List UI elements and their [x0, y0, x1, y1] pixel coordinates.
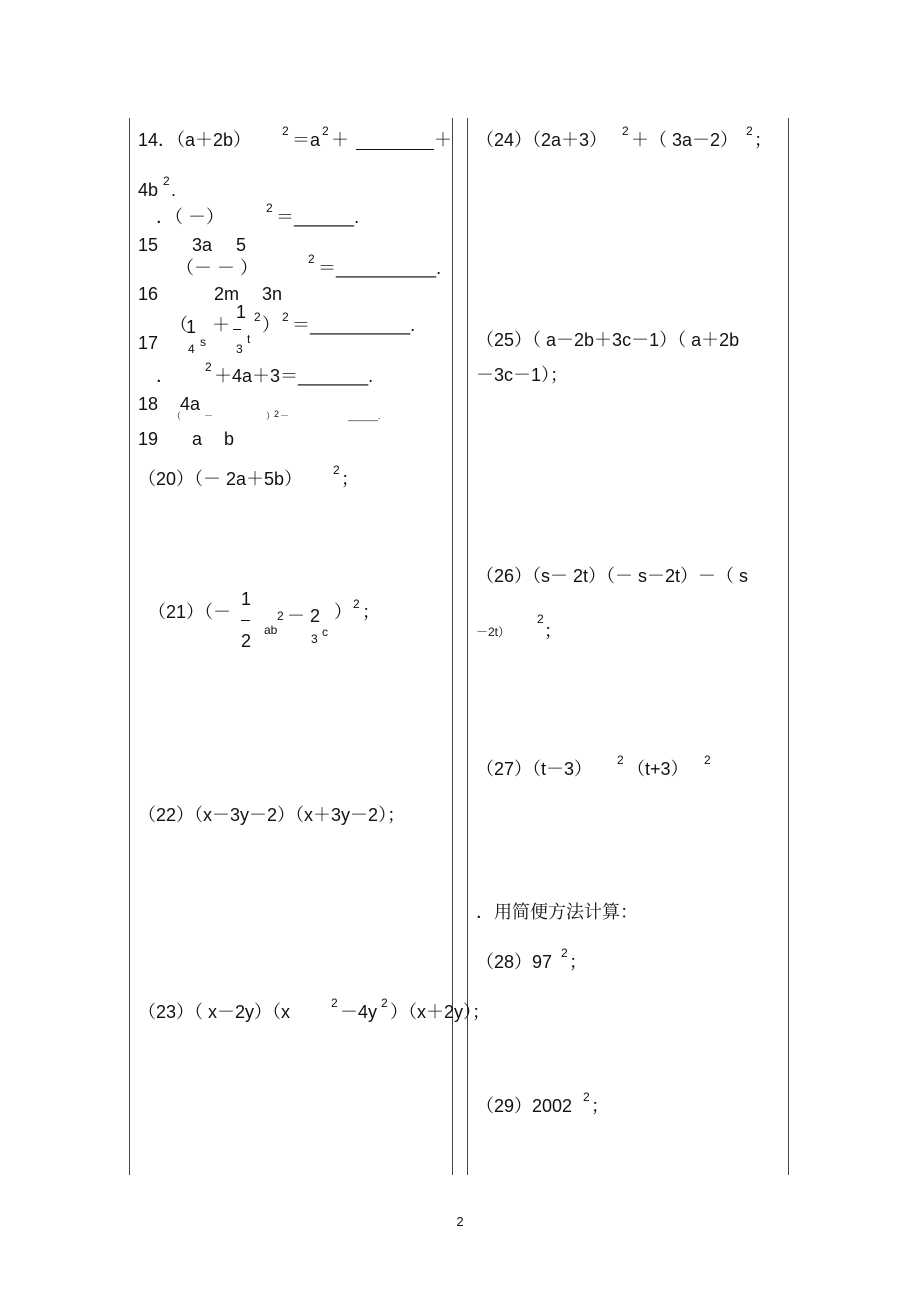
problem-20-exp: 2 — [333, 463, 340, 477]
problem-17-exp: 2 — [282, 310, 289, 324]
problem-16-exp: 2 — [308, 252, 315, 266]
problem-20-end: ； — [341, 469, 359, 489]
right-border-line — [788, 118, 789, 1175]
problem-17-number: 17 — [138, 333, 159, 353]
problem-18-4a: 4a — [180, 394, 201, 414]
problem-17-s: s — [200, 335, 206, 349]
problem-18-eq: ＋4a＋3＝_______. — [214, 366, 374, 386]
problem-27-exp: 2 — [617, 753, 624, 767]
problem-18-number: 18 — [138, 394, 159, 414]
problem-24-end: ； — [754, 130, 772, 150]
problem-20-text: （20）（－ 2a＋5b） — [138, 469, 303, 489]
problem-21-frac-bar — [241, 620, 250, 621]
problem-14-text: 14．（a＋2b） — [138, 130, 252, 150]
problem-14-plus: ＋ — [331, 130, 349, 150]
problem-21-exp: 2 — [353, 597, 360, 611]
problem-19-small-blank: ______. — [348, 411, 381, 421]
problem-19-number: 19 — [138, 429, 159, 449]
problem-14-blank — [356, 149, 434, 150]
problem-29-text: （29）2002 — [476, 1096, 573, 1116]
problem-27-exp2: 2 — [704, 753, 711, 767]
problem-19-small-open: （ — [172, 411, 182, 421]
problem-24-text: （24）（2a＋3） — [476, 130, 608, 150]
problem-17-inner-exp: 2 — [254, 310, 261, 324]
problem-14-plus2: ＋ — [434, 130, 452, 150]
problem-14-4b-exp: 2 — [163, 174, 170, 188]
page-number: 2 — [456, 1214, 464, 1229]
problem-17-num1: 1 — [236, 302, 247, 322]
problem-14-eq: ＝a — [292, 130, 321, 150]
problem-29-end: ； — [591, 1096, 609, 1116]
problem-17-open: （ — [170, 315, 188, 335]
problem-15-number: 15 — [138, 235, 159, 255]
problem-15-exp: 2 — [266, 201, 273, 215]
problem-28-end: ； — [569, 952, 587, 972]
problem-21-close: ） — [334, 602, 352, 622]
problem-15-eq: ＝______. — [276, 207, 360, 227]
problem-16-number: 16 — [138, 284, 159, 304]
problem-19-small-minus: － — [204, 411, 214, 421]
problem-21-c: c — [322, 625, 328, 639]
problem-16-term2: 3n — [262, 284, 283, 304]
problem-19-small-exp: 2 — [274, 409, 280, 419]
problem-17-plus: ＋ — [212, 315, 230, 335]
problem-21-frac2-top: 2 — [310, 606, 321, 626]
problem-22-text: （22）（x－3y－2）（x＋3y－2）； — [138, 805, 406, 825]
problem-26-end: ； — [544, 621, 562, 641]
problem-14-exp2: 2 — [322, 124, 329, 138]
problem-17-t: t — [247, 332, 251, 346]
problem-15-term2: 5 — [236, 235, 247, 255]
problem-23-minus-4y: －4y — [340, 1002, 378, 1022]
problem-17-frac1-top: 1 — [186, 317, 197, 337]
problem-21-ab-exp: 2 — [277, 609, 284, 623]
problem-23-x-exp: 2 — [331, 996, 338, 1010]
problem-29-exp: 2 — [583, 1090, 590, 1104]
problem-23-y-exp: 2 — [381, 996, 388, 1010]
problem-21-text: （21）（－ — [148, 602, 232, 622]
problem-17-den2: 3 — [236, 342, 243, 356]
problem-24-exp2: 2 — [746, 124, 753, 138]
problem-21-ab: ab — [264, 623, 278, 637]
problem-18-exp: 2 — [205, 360, 212, 374]
problem-21-frac-bottom: 2 — [241, 631, 252, 651]
problem-25-line1: （25）（ a－2b＋3c－1）（ a＋2b — [476, 330, 740, 350]
problem-14-4b: 4b — [138, 180, 159, 200]
problem-19-b: b — [224, 429, 235, 449]
problem-15-term1: 3a — [192, 235, 213, 255]
problem-26-exp: 2 — [537, 612, 544, 626]
problem-24-mid: ＋（ 3a－2） — [631, 130, 739, 150]
problem-16-text: （－ － ） — [176, 258, 259, 278]
problem-21-frac2-bottom: 3 — [311, 632, 318, 646]
problem-23-end: ）（x＋2y）； — [390, 1002, 491, 1022]
problem-19-a: a — [192, 429, 203, 449]
problem-14-dot: . — [171, 180, 177, 200]
problem-21-frac-top: 1 — [241, 589, 252, 609]
problem-19-small-eq: － — [280, 411, 290, 421]
problem-17-close: ） — [262, 315, 280, 335]
problem-16-term1: 2m — [214, 284, 240, 304]
problem-16-eq: ＝__________. — [318, 258, 442, 278]
problem-17-frac-bar2 — [233, 329, 241, 330]
problem-21-minus: － — [287, 606, 305, 626]
problem-15-text: ．（ －） — [156, 207, 225, 227]
problem-24-exp: 2 — [622, 124, 629, 138]
problem-26-line1: （26）（s－ 2t）（－ s－2t）－（ s — [476, 566, 749, 586]
problem-27-mid: （t+3） — [627, 759, 689, 779]
left-border-line — [129, 118, 130, 1175]
problem-18-dot: ． — [156, 366, 174, 386]
problem-23-text: （23）（ x－2y）（x — [138, 1002, 291, 1022]
problem-28-exp: 2 — [561, 946, 568, 960]
problem-21-end: ； — [362, 602, 380, 622]
problem-14-exp: 2 — [282, 124, 289, 138]
problem-28-text: （28）97 — [476, 952, 553, 972]
problem-26-line2: －2t） — [476, 625, 511, 639]
problem-19-small-close: ） — [266, 411, 276, 421]
problem-17-eq: ＝__________. — [292, 315, 416, 335]
section-heading: ．用简便方法计算： — [476, 902, 638, 922]
problem-25-line2: －3c－1）； — [476, 365, 569, 385]
problem-27-text: （27）（t－3） — [476, 759, 593, 779]
problem-17-den1: 4 — [188, 342, 195, 356]
